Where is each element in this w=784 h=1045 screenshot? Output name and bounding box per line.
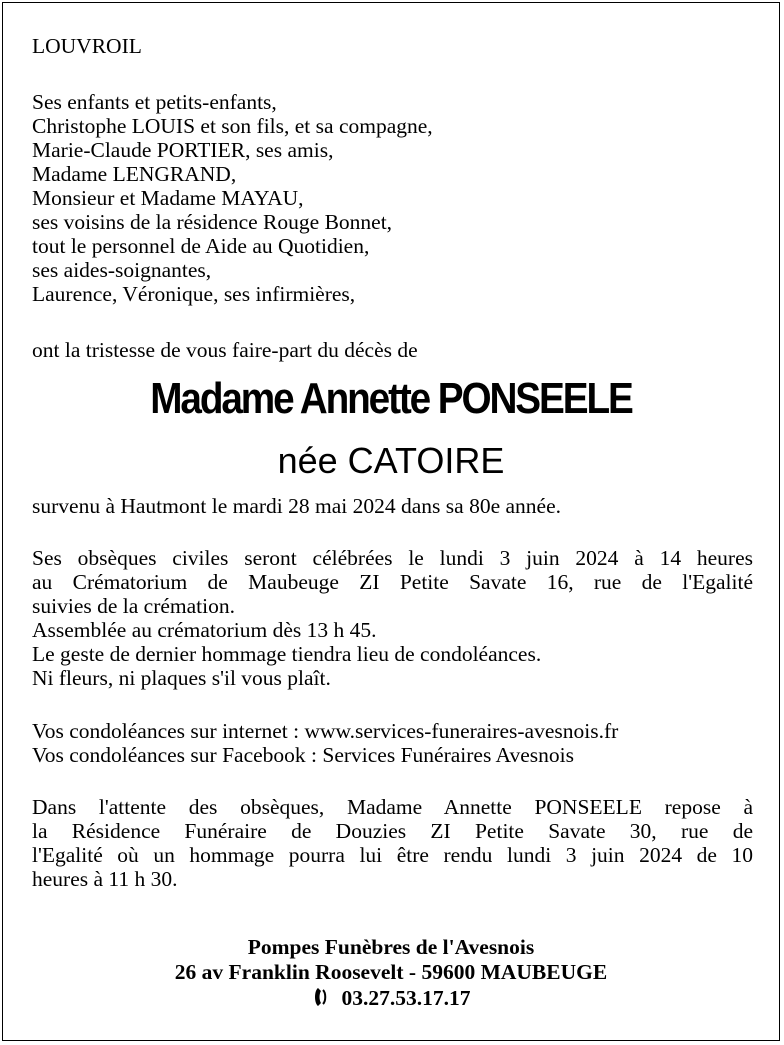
family-line: Marie-Claude PORTIER, ses amis, <box>32 138 334 162</box>
rest-place-line: l'Egalité où un hommage pourra lui être rendu lundi 3 juin 2024 de 10 <box>32 843 753 867</box>
rest-place-line: la Résidence Funéraire de Douzies ZI Petite Savate 30, rue de <box>32 819 753 843</box>
funeral-company-phone-row <box>3 986 779 1011</box>
rest-place-line: heures à 11 h 30. <box>32 867 178 891</box>
phone-number[interactable]: 03.27.53.17.17 <box>341 986 471 1010</box>
announcement-text: ont la tristesse de vous faire-part du décès de <box>32 338 418 362</box>
obituary-notice <box>2 2 780 1041</box>
family-line: Ses enfants et petits-enfants, <box>32 90 277 114</box>
city-header: LOUVROIL <box>32 34 142 58</box>
family-line: tout le personnel de Aide au Quotidien, <box>32 234 370 258</box>
family-line: Monsieur et Madame MAYAU, <box>32 186 304 210</box>
funeral-line: Ni fleurs, ni plaques s'il vous plaît. <box>32 666 331 690</box>
funeral-company-address: 26 av Franklin Roosevelt - 59600 MAUBEUGE <box>174 960 608 984</box>
funeral-line: Assemblée au crématorium dès 13 h 45. <box>32 618 377 642</box>
family-line: ses aides-soignantes, <box>32 258 212 282</box>
deceased-name: Madame Annette PONSEELE <box>150 374 632 423</box>
family-line: Madame LENGRAND, <box>32 162 237 186</box>
family-line: Christophe LOUIS et son fils, et sa compagne, <box>32 114 433 138</box>
telephone-icon <box>312 986 332 1008</box>
death-info: survenu à Hautmont le mardi 28 mai 2024 dans sa 80e année. <box>32 494 561 518</box>
family-line: ses voisins de la résidence Rouge Bonnet, <box>32 210 393 234</box>
funeral-line: Le geste de dernier hommage tiendra lieu de condoléances. <box>32 642 542 666</box>
condolences-internet: Vos condoléances sur internet : www.services-funeraires-avesnois.fr <box>32 719 619 743</box>
funeral-company-name: Pompes Funèbres de l'Avesnois <box>247 935 535 959</box>
rest-place-line: Dans l'attente des obsèques, Madame Annette PONSEELE repose à <box>32 795 753 819</box>
funeral-line: Ses obsèques civiles seront célébrées le lundi 3 juin 2024 à 14 heures <box>32 546 753 570</box>
funeral-line: au Crématorium de Maubeuge ZI Petite Savate 16, rue de l'Egalité <box>32 570 753 594</box>
condolences-facebook: Vos condoléances sur Facebook : Services Funéraires Avesnois <box>32 743 574 767</box>
maiden-name: née CATOIRE <box>277 440 505 481</box>
funeral-line: suivies de la crémation. <box>32 594 235 618</box>
family-line: Laurence, Véronique, ses infirmières, <box>32 282 356 306</box>
